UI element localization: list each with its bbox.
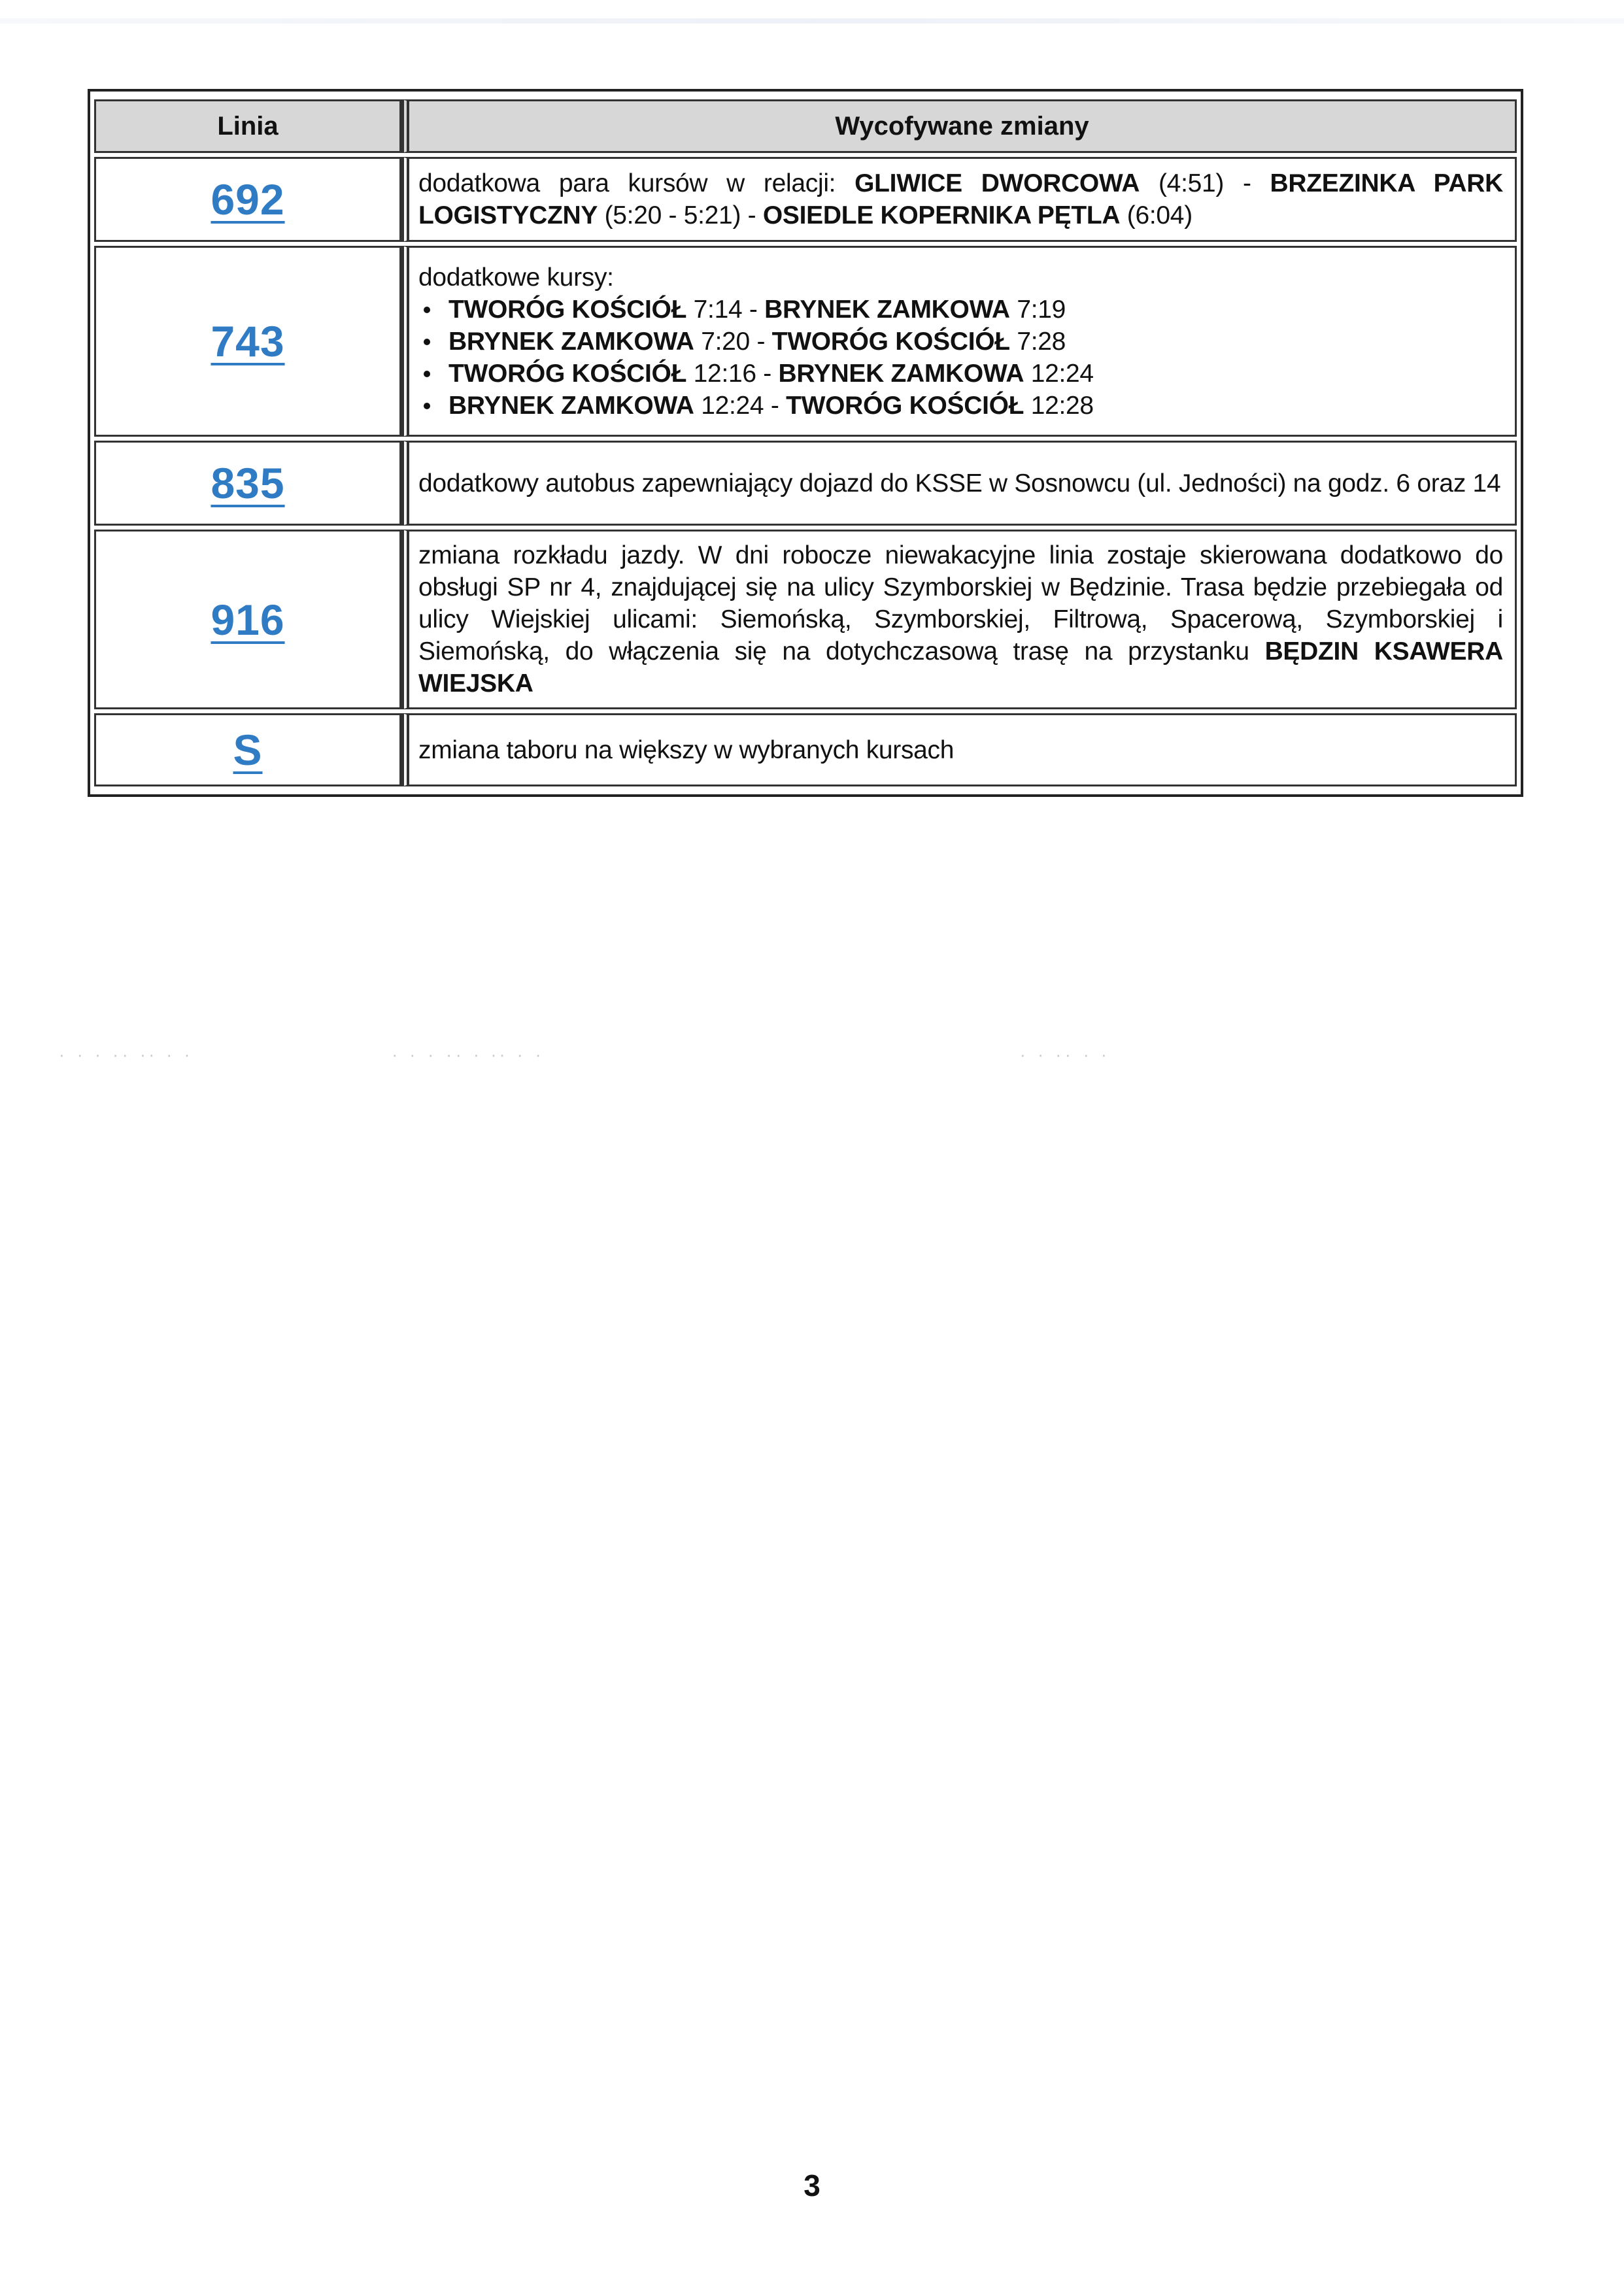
- change-description: [401, 157, 1517, 242]
- departure-time: (4:51) -: [1140, 169, 1270, 197]
- change-description: [401, 713, 1517, 786]
- line-cell: [94, 530, 401, 709]
- arrival-time: 7:19: [1009, 295, 1066, 324]
- header-line: Linia: [94, 99, 401, 153]
- stop-name: TWORÓG KOŚCIÓŁ: [448, 359, 687, 388]
- stop-name: GLIWICE DWORCOWA: [854, 169, 1140, 197]
- stop-name: BRYNEK ZAMKOWA: [778, 359, 1024, 388]
- stop-name: BRYNEK ZAMKOWA: [764, 295, 1010, 324]
- description-intro: dodatkowe kursy:: [418, 263, 614, 292]
- description-text: zmiana taboru na większy w wybranych kursach: [418, 735, 955, 764]
- description-text: dodatkowa para kursów w relacji:: [418, 169, 855, 197]
- table-row: [94, 530, 1517, 709]
- description-text: zmiana rozkładu jazdy. W dni robocze niewakacyjne linia zostaje skierowana dodatkowo do obsługi SP nr 4, znajdującej się na ulicy Szymborskiej w Będzinie. Trasa będzie przebiegała od ulicy Wiejskiej ulicami: Siemońską, Szymborskiej, Filtrową, Spacerową, Szymborskiej i Siemońską, do włączenia się na dotychczasową trasę na przystanku: [418, 541, 1503, 666]
- departure-time: 7:20 -: [694, 327, 772, 356]
- scan-top-edge: [0, 18, 1624, 24]
- withdrawn-changes-table: [88, 89, 1523, 797]
- stop-name: TWORÓG KOŚCIÓŁ: [448, 295, 687, 324]
- departure-time: 12:16 -: [686, 359, 779, 388]
- line-link-s[interactable]: S: [233, 726, 263, 774]
- stop-name: BRZEZINKA PARK LOGISTYCZNY: [418, 169, 1503, 229]
- stop-name: BĘDZIN KSAWERA WIEJSKA: [418, 637, 1503, 698]
- stop-name: BRYNEK ZAMKOWA: [448, 327, 694, 356]
- stop-name: TWORÓG KOŚCIÓŁ: [786, 391, 1024, 420]
- line-link-692[interactable]: 692: [211, 175, 285, 224]
- table-header-row: [94, 99, 1517, 153]
- arrival-time: 12:24: [1024, 359, 1094, 388]
- line-cell: [94, 246, 401, 437]
- departure-time: (6:04): [1120, 201, 1193, 229]
- list-item: [448, 358, 1503, 390]
- table-row: [94, 441, 1517, 526]
- page-number: 3: [804, 2168, 820, 2202]
- scan-noise: ∙ · · ·· ∙ ∙∙ · ·: [392, 1045, 545, 1064]
- description-text: dodatkowy autobus zapewniający dojazd do KSSE w Sosnowcu (ul. Jedności) na godz. 6 oraz 14: [418, 469, 1501, 498]
- line-link-916[interactable]: 916: [211, 595, 285, 644]
- extra-trips-list: [418, 294, 1503, 422]
- arrival-time: 12:28: [1024, 391, 1094, 420]
- changes-table-grid: [94, 95, 1517, 790]
- arrival-time: 7:28: [1009, 327, 1066, 356]
- change-description: [401, 441, 1517, 526]
- departure-time: (5:20 - 5:21) -: [598, 201, 763, 229]
- line-cell: [94, 157, 401, 242]
- header-changes: Wycofywane zmiany: [401, 99, 1517, 153]
- stop-name: BRYNEK ZAMKOWA: [448, 391, 694, 420]
- list-item: [448, 390, 1503, 422]
- stop-name: OSIEDLE KOPERNIKA PĘTLA: [762, 201, 1121, 229]
- list-item: [448, 326, 1503, 358]
- line-cell: [94, 713, 401, 786]
- table-row: [94, 713, 1517, 786]
- line-link-835[interactable]: 835: [211, 459, 285, 507]
- table-row: [94, 157, 1517, 242]
- departure-time: 7:14 -: [686, 295, 765, 324]
- departure-time: 12:24 -: [694, 391, 787, 420]
- table-row: [94, 246, 1517, 437]
- list-item: [448, 294, 1503, 326]
- change-description: [401, 530, 1517, 709]
- scan-noise: · ∙ ·· · ∙: [1020, 1045, 1110, 1064]
- line-cell: [94, 441, 401, 526]
- stop-name: TWORÓG KOŚCIÓŁ: [771, 327, 1010, 356]
- line-link-743[interactable]: 743: [211, 317, 285, 365]
- scan-noise: · · ∙ ·· ∙∙ · ∙: [59, 1045, 194, 1064]
- change-description: [401, 246, 1517, 437]
